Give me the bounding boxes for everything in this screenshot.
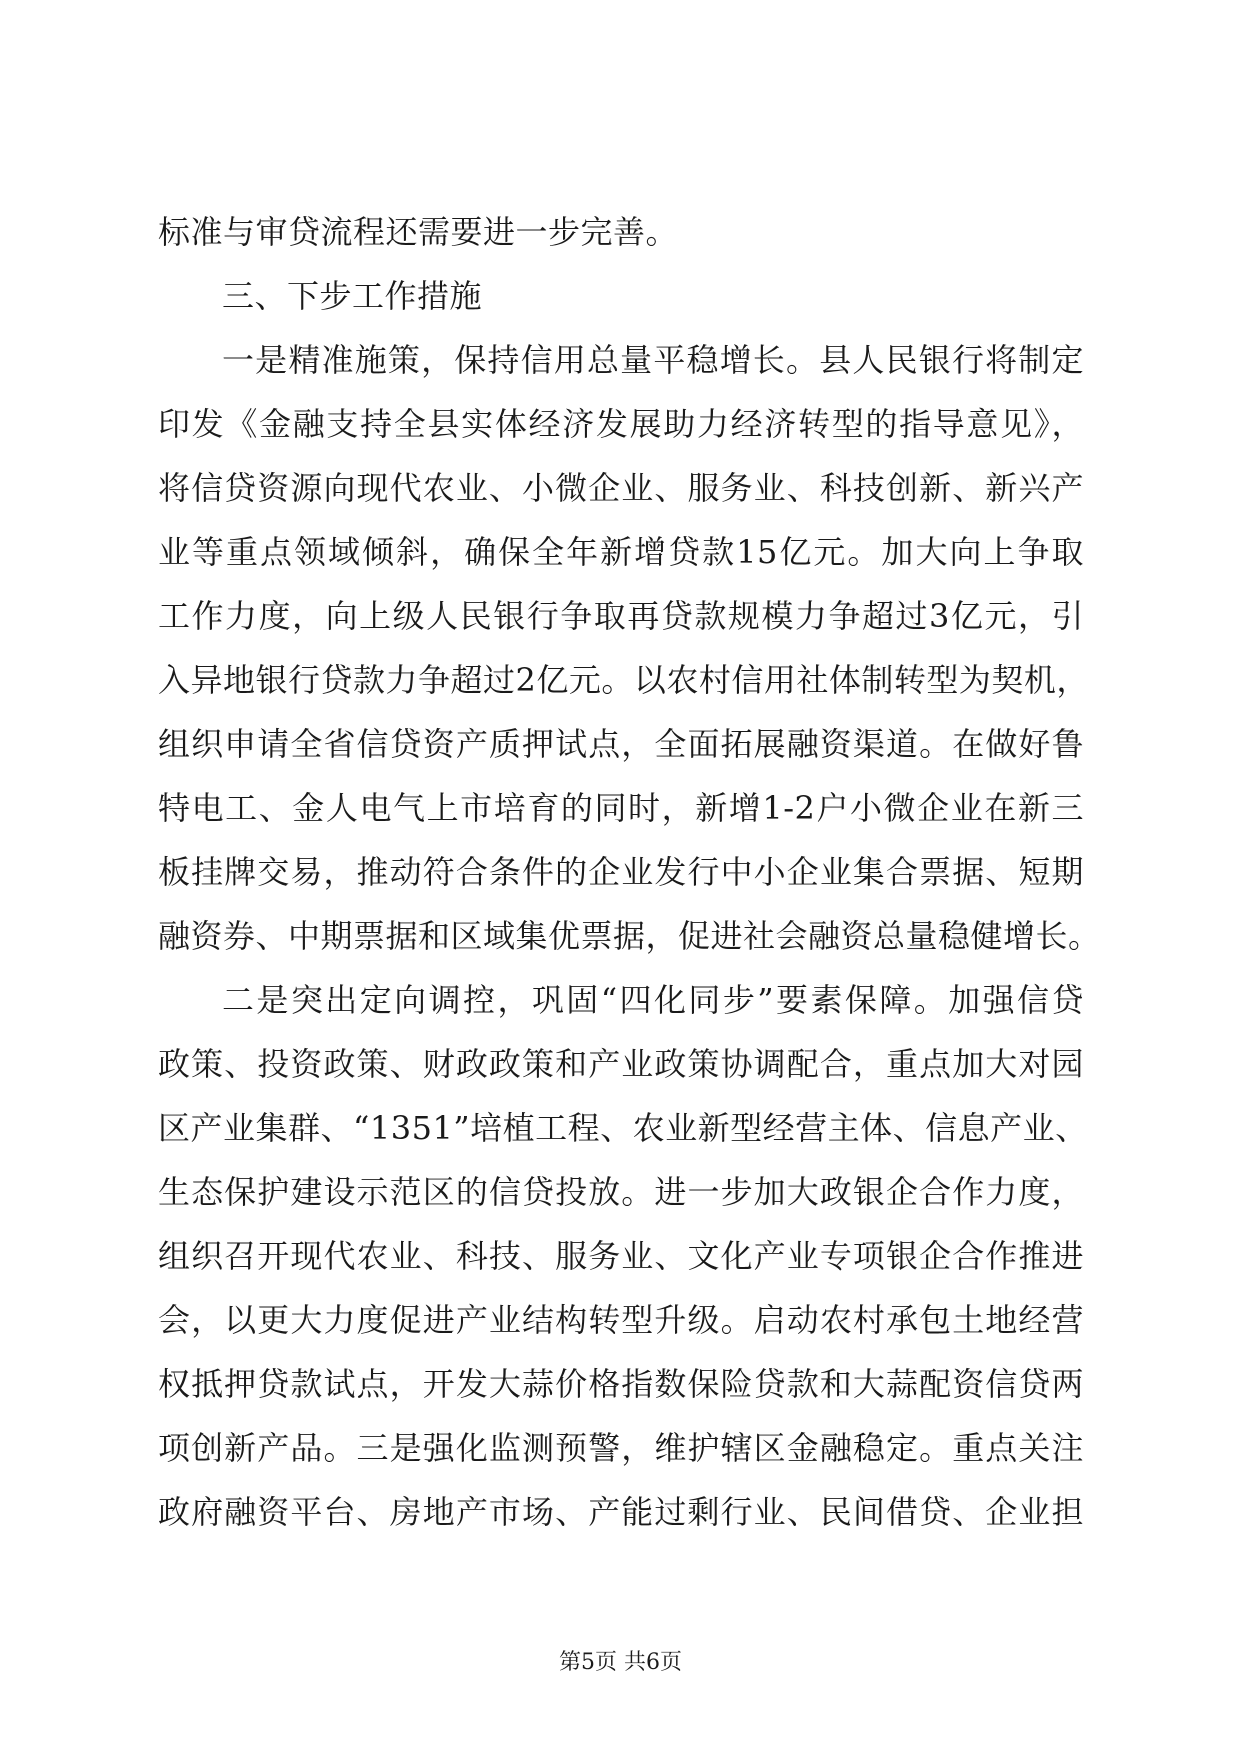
text-line: 政府融资平台、房地产市场、产能过剩行业、民间借贷、企业担 xyxy=(158,1493,1084,1531)
text-line: 会，以更大力度促进产业结构转型升级。启动农村承包土地经营 xyxy=(158,1301,1084,1339)
text-line: 一是精准施策，保持信用总量平稳增长。县人民银行将制定 xyxy=(222,341,1084,379)
text-line: 二是突出定向调控，巩固“四化同步”要素保障。加强信贷 xyxy=(222,981,1084,1019)
text-line: 业等重点领域倾斜，确保全年新增贷款15亿元。加大向上争取 xyxy=(158,533,1084,571)
text-line: 标准与审贷流程还需要进一步完善。 xyxy=(158,213,679,251)
text-line: 将信贷资源向现代农业、小微企业、服务业、科技创新、新兴产 xyxy=(158,469,1084,507)
text-line: 特电工、金人电气上市培育的同时，新增1-2户小微企业在新三 xyxy=(158,789,1084,827)
text-line: 印发《金融支持全县实体经济发展助力经济转型的指导意见》， xyxy=(158,405,1084,443)
text-line: 生态保护建设示范区的信贷投放。进一步加大政银企合作力度， xyxy=(158,1173,1084,1211)
text-line: 组织申请全省信贷资产质押试点，全面拓展融资渠道。在做好鲁 xyxy=(158,725,1084,763)
section-heading: 三、下步工作措施 xyxy=(222,277,483,315)
text-line: 入异地银行贷款力争超过2亿元。以农村信用社体制转型为契机， xyxy=(158,661,1089,699)
text-line: 权抵押贷款试点，开发大蒜价格指数保险贷款和大蒜配资信贷两 xyxy=(158,1365,1084,1403)
text-line: 融资券、中期票据和区域集优票据，促进社会融资总量稳健增长。 xyxy=(158,917,1101,955)
text-line: 区产业集群、“1351”培植工程、农业新型经营主体、信息产业、 xyxy=(158,1109,1088,1147)
text-line: 板挂牌交易，推动符合条件的企业发行中小企业集合票据、短期 xyxy=(158,853,1084,891)
text-line: 项创新产品。三是强化监测预警，维护辖区金融稳定。重点关注 xyxy=(158,1429,1084,1467)
text-line: 政策、投资政策、财政政策和产业政策协调配合，重点加大对园 xyxy=(158,1045,1084,1083)
document-body xyxy=(158,200,1101,1544)
text-line: 工作力度，向上级人民银行争取再贷款规模力争超过3亿元，引 xyxy=(158,597,1084,635)
page-number: 第5页 共6页 xyxy=(559,1650,682,1675)
text-line: 组织召开现代农业、科技、服务业、文化产业专项银企合作推进 xyxy=(158,1237,1084,1275)
